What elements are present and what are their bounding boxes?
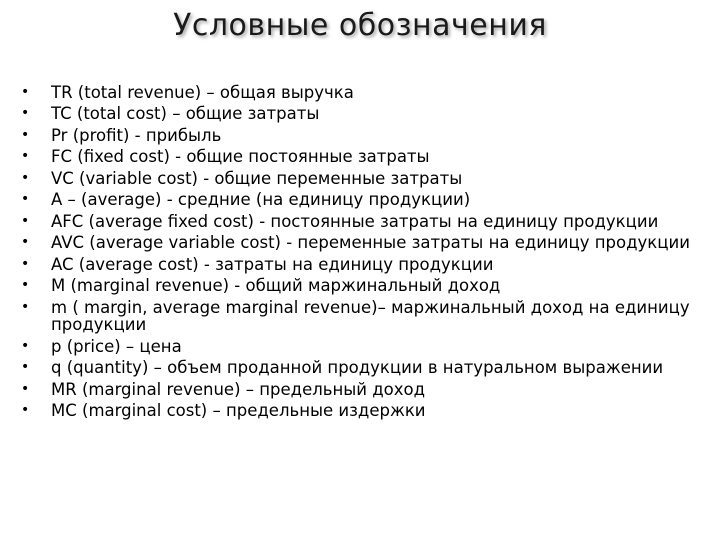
list-item-text: TR (total revenue) – общая выручка — [51, 83, 354, 102]
list-item-a — [18, 191, 708, 209]
slide-title: Условные обозначения — [173, 8, 547, 43]
list-item-tc — [18, 105, 708, 123]
legend-list — [18, 84, 708, 424]
list-item-avc — [18, 234, 708, 252]
list-item-m-upper — [18, 277, 708, 295]
list-item-text: VC (variable cost) - общие переменные затраты — [51, 168, 463, 188]
bullet-icon: • — [21, 212, 30, 229]
list-item-text: Pr (profit) - прибыль — [51, 125, 222, 145]
bullet-icon: • — [21, 402, 30, 419]
list-item-tr — [18, 84, 708, 102]
list-item-text: m ( margin, average marginal revenue)– маржинальный доход на единицу продукции — [51, 297, 690, 335]
list-item-mc — [18, 402, 708, 420]
list-item-text: AC (average cost) - затраты на единицу продукции — [51, 254, 494, 274]
list-item-p — [18, 338, 708, 356]
list-item-text: MR (marginal revenue) – предельный доход — [51, 379, 426, 399]
bullet-icon: • — [21, 191, 30, 208]
list-item-mr — [18, 381, 708, 399]
list-item-text: TC (total cost) – общие затраты — [51, 104, 320, 124]
bullet-icon: • — [21, 126, 30, 143]
list-item-q — [18, 359, 708, 377]
bullet-icon: • — [21, 359, 30, 376]
list-item-pr — [18, 127, 708, 145]
list-item-text: M (marginal revenue) - общий маржинальный доход — [51, 276, 501, 296]
list-item-ac — [18, 256, 708, 274]
bullet-icon: • — [21, 337, 30, 354]
bullet-icon: • — [21, 105, 30, 122]
bullet-icon: • — [21, 169, 30, 186]
bullet-icon: • — [21, 380, 30, 397]
list-item-text: q (quantity) – объем проданной продукции в натуральном выражении — [51, 358, 664, 378]
list-item-fc — [18, 148, 708, 166]
list-item-text: p (price) – цена — [51, 336, 182, 356]
bullet-icon: • — [21, 148, 30, 165]
bullet-icon: • — [21, 277, 30, 294]
list-item-afc — [18, 213, 708, 231]
list-item-m-lower — [18, 299, 708, 334]
list-item-text: A – (average) - средние (на единицу продукции) — [51, 190, 471, 210]
list-item-text: FC (fixed cost) - общие постоянные затраты — [51, 147, 430, 167]
list-item-text: AVC (average variable cost) - переменные затраты на единицу продукции — [51, 233, 690, 253]
list-item-text: AFC (average fixed cost) - постоянные затраты на единицу продукции — [51, 211, 659, 231]
bullet-icon: • — [21, 234, 30, 251]
list-item-text: MC (marginal cost) – предельные издержки — [51, 401, 426, 421]
bullet-icon: • — [21, 255, 30, 272]
bullet-icon: • — [21, 298, 30, 315]
list-item-vc — [18, 170, 708, 188]
bullet-icon: • — [21, 84, 30, 100]
